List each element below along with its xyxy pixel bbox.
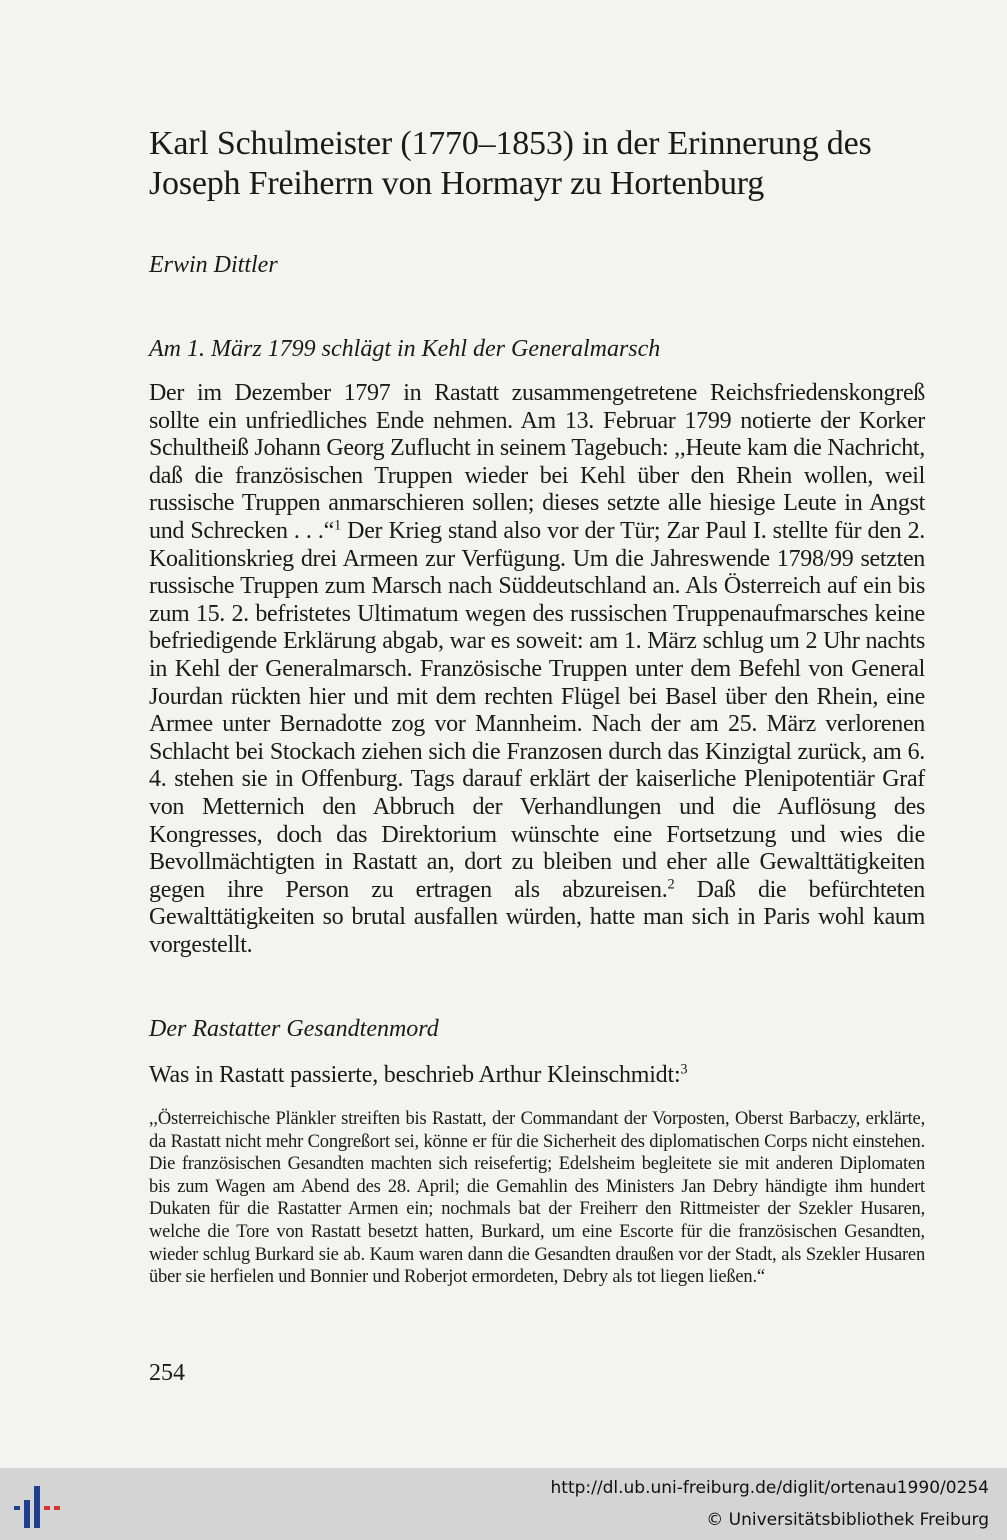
- section-heading-gesandtenmord: Der Rastatter Gesandtenmord: [149, 1016, 439, 1042]
- body-text-part3: Daß die befürchteten Gewalttätigkeiten so brutal ausfallen würden, hatte man sich in Paris wohl kaum vorgestellt.: [149, 876, 926, 958]
- article-title: Karl Schulmeister (1770–1853) in der Erinnerung des Joseph Freiherrn von Hormayr zu Hortenburg: [149, 125, 872, 202]
- footer-url-link[interactable]: http://dl.ub.uni-freiburg.de/diglit/ortenau1990/0254: [550, 1478, 989, 1498]
- body-text-part1: Der im Dezember 1797 in Rastatt zusammengetretene Reichsfriedenskongreß sollte ein unfriedliches Ende nehmen. Am 13. Februar 1799 notierte der Korker Schultheiß Johann Georg Zuflucht in seinem Tagebuch: ,,Heute kam die Nachricht, daß die französischen Truppen wieder bei Kehl über den Rhein wollen, weil russische Truppen anmarschieren sollen; dieses setzte alle hiesige Leute in Angst und Schrecken . . .“: [149, 380, 925, 544]
- quote-intro-text: Was in Rastatt passierte, beschrieb Arthur Kleinschmidt:: [149, 1062, 681, 1088]
- ub-freiburg-logo-icon: [10, 1478, 66, 1534]
- page-number: 254: [149, 1360, 185, 1386]
- section-heading-generalmarsch: Am 1. März 1799 schlägt in Kehl der Generalmarsch: [149, 336, 661, 362]
- footer-copyright: © Universitätsbibliothek Freiburg: [706, 1510, 989, 1530]
- footnote-marker-1: 1: [333, 517, 341, 534]
- footnote-marker-3: 3: [680, 1061, 688, 1078]
- footnote-marker-2: 2: [667, 876, 675, 893]
- quote-intro: [149, 1062, 687, 1089]
- block-quote: ,,Österreichische Plänkler streiften bis Rastatt, der Commandant der Vorposten, Oberst Barbaczy, erklärte, da Rastatt nicht mehr Congreßort sei, könne er für die Sicherheit des diplomatischen Corps nicht einstehen. Die französischen Gesandten machten sich reisefertig; Edelsheim begleitete sie mit anderen Diplomaten bis zum Wagen am Abend des 28. April; die Gemahlin des Ministers Jan Debry händigte ihm hundert Dukaten für die Rastatter Armen ein; nochmals bat der Freiherr den Rittmeister der Szekler Husaren, welche die Tore von Rastatt besetzt hatten, Burkard, um eine Escorte für die französischen Gesandten, wieder schlug Burkard sie ab. Kaum waren dann die Gesandten draußen vor der Stadt, als Szekler Husaren über sie herfielen und Bonnier und Roberjot ermordeten, Debry als tot liegen ließen.“: [149, 1109, 925, 1288]
- article-author: Erwin Dittler: [149, 252, 278, 278]
- body-paragraph: [149, 380, 925, 959]
- footer-bar: [0, 1468, 1007, 1540]
- body-text-part2: Der Krieg stand also vor der Tür; Zar Paul I. stellte für den 2. Koalitionskrieg drei Armeen zur Verfügung. Um die Jahreswende 1798/99 setzten russische Truppen zum Marsch nach Süddeutschland an. Als Österreich auf ein bis zum 15. 2. befristetes Ultimatum wegen des russischen Truppenaufmarsches keine befriedigende Erklärung abgab, war es soweit: am 1. März schlug um 2 Uhr nachts in Kehl der Generalmarsch. Französische Truppen unter dem Befehl von General Jourdan rückten hier und mit dem rechten Flügel bei Basel über den Rhein, eine Armee unter Bernadotte zog vor Mannheim. Nach der am 25. März verlorenen Schlacht bei Stockach ziehen sich die Franzosen durch das Kinzigtal zurück, am 6. 4. stehen sie in Offenburg. Tags darauf erklärt der kaiserliche Plenipotentiär Graf von Metternich den Abbruch der Verhandlungen und die Auflösung des Kongresses, doch das Direktorium wünschte eine Fortsetzung und wies die Bevollmächtigten in Rastatt an, dort zu bleiben und eher alle Gewalttätigkeiten gegen ihre Person zu ertragen als abzureisen.: [149, 517, 925, 903]
